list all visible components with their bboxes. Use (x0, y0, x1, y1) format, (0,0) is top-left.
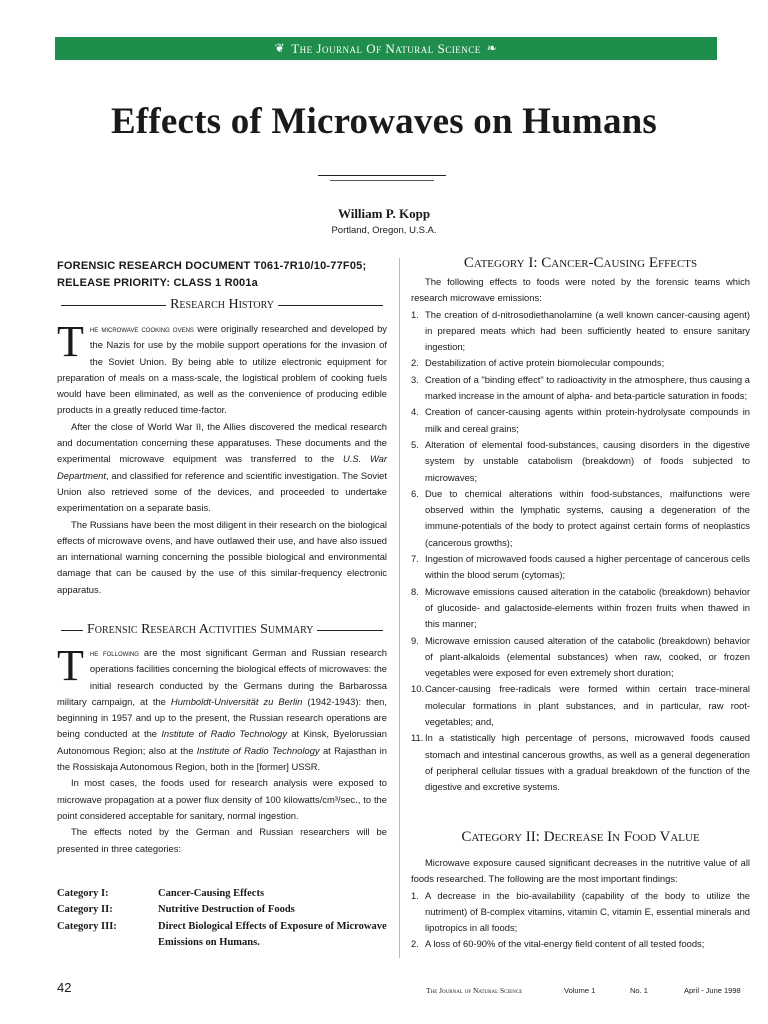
category-1-heading: Category I: Cancer-Causing Effects (463, 255, 698, 271)
paragraph-text: at Kinsk, Byelorussian Autonomous Region; also at the (57, 728, 387, 756)
finding-item (411, 372, 750, 405)
finding-text: Destabilization of active protein biomolecular compounds; (425, 357, 665, 369)
ornament-left-icon: ❦ (274, 41, 286, 55)
paragraph: The following effects to foods were noted by the forensic teams which research microwave emissions: (411, 276, 750, 304)
author-name: William P. Kopp (337, 206, 431, 221)
section-heading-forensic-summary (57, 622, 387, 638)
finding-item (411, 888, 750, 937)
paragraph (57, 419, 387, 517)
finding-number: 1. (411, 889, 419, 901)
finding-item (411, 404, 750, 437)
finding-number: 11. (411, 732, 424, 744)
finding-text: A loss of 60-90% of the vital-energy field content of all tested foods; (425, 938, 705, 950)
findings-list (411, 307, 750, 796)
finding-item (411, 486, 750, 551)
finding-item (411, 307, 750, 356)
category-key: Category III: (57, 920, 117, 932)
category-key: Category II: (57, 904, 113, 916)
finding-item (411, 551, 750, 584)
finding-number: 1. (411, 308, 419, 320)
paragraph: The effects noted by the German and Russian researchers will be presented in three categories: (57, 826, 387, 854)
finding-number: 8. (411, 585, 419, 597)
category-key: Category I: (57, 888, 109, 899)
category-row (57, 902, 388, 918)
ornament-right-icon: ❧ (486, 41, 498, 55)
finding-text: Creation of cancer-causing agents within protein-hydrolysate compounds in milk and cereal grains; (425, 406, 750, 434)
emphasis-text: U.S. War Department (57, 453, 387, 481)
finding-text: Creation of a "binding effect" to radioactivity in the atmosphere, thus causing a marked increase in the amount of alpha- and beta-particle saturation in foods; (425, 373, 750, 402)
finding-item (411, 633, 750, 682)
finding-number: 2. (411, 357, 419, 369)
paragraph-text: After the close of World War II, the Allies discovered the medical research and documentation concerning these apparatuses. These documents and the experimental microwave equipment was transferred to the (57, 420, 387, 465)
paragraph: In most cases, the foods used for research analysis were exposed to microwave propagation at a power flux density of 100 kilowatts/cm³/sec., to the point considered acceptable for sanitary, normal ingestion. (57, 777, 387, 821)
finding-number: 5. (411, 438, 419, 450)
finding-text: Due to chemical alterations within food-substances, malfunctions were observed within the lymphatic systems, causing a degeneration of the immune-potentials of the body to protect against certain forms of neoplastics (cancerous growths); (425, 487, 750, 548)
footer-info (426, 986, 741, 995)
emphasis-text: Humboldt-Universität zu Berlin (170, 695, 303, 707)
paragraph (57, 641, 387, 775)
finding-text: In a statistically high percentage of persons, microwaved foods caused stomach and intestinal cancerous growths, as well as a general degeneration of peripheral cellular tissues with a gradual breakdown of the function of the digestive and excretive systems. (425, 732, 750, 793)
page-number: 42 (57, 980, 72, 995)
category-list (57, 886, 388, 951)
journal-banner (55, 37, 717, 60)
footer-journal: The Journal of Natural Science (426, 986, 523, 995)
heading-rule (61, 630, 83, 631)
lead-in: he following (89, 648, 139, 658)
finding-text: Cancer-causing free-radicals were formed within certain trace-mineral molecular formations in plant substances, and in particular, raw root-vegetables; and, (425, 683, 750, 728)
paragraph: The Russians have been the most diligent in their research on the biological effects of microwave ovens, and have outlawed their use, and have also issued an international warning concerning the possible biological and environmental damage that can be caused by the use of this similar-frequency electronic apparatus. (57, 518, 387, 595)
paragraph-text: were originally researched and developed by the Nazis for use by the mobile support operations for the invasion of the Soviet Union. By being able to utilize electronic equipment for preparation of meals on a mass-scale, the logistical problem of cooking fuels would have been eliminated, as well as the convenience of producing edible products in a greatly reduced time-factor. (57, 323, 387, 416)
paragraph-text: at Rajasthan in the Rossiskaja Autonomous Region, both in the [former] USSR. (57, 744, 387, 773)
lead-in: he microwave cooking ovens (89, 324, 194, 334)
finding-item (411, 730, 750, 795)
finding-number: 4. (411, 406, 419, 418)
finding-number: 9. (411, 634, 419, 646)
category-2-heading: Category II: Decrease In Food Value (461, 829, 700, 845)
footer-date: April - June 1998 (684, 986, 741, 995)
author-location: Portland, Oregon, U.S.A. (331, 225, 437, 236)
paragraph-text: (1942-1943): then, beginning in 1957 and up to the present, the Russian research operations are being conducted at the (57, 695, 387, 740)
heading-rule (61, 305, 166, 306)
findings-list (411, 888, 750, 953)
paragraph-text: , and classified for reference and scientific investigation. The Soviet Union also retrieved some of the devices, and proceeded to undertake experimentation on a separate basis. (57, 469, 387, 514)
category-value: Cancer-Causing Effects (158, 888, 265, 899)
research-history-body (57, 317, 387, 598)
category-1-body (411, 274, 750, 796)
finding-number: 3. (411, 373, 419, 385)
document-heading: FORENSIC RESEARCH DOCUMENT T061-7R10/10-77F05; RELEASE PRIORITY: CLASS 1 R001a (57, 260, 367, 289)
finding-number: 6. (411, 487, 419, 499)
emphasis-text: Institute of Radio Technology (196, 744, 320, 756)
finding-text: Microwave emissions caused alteration in the catabolic (breakdown) behavior of glucoside- and galactoside-elements within frozen fruits when thawed in this manner; (425, 585, 750, 630)
footer-issue: No. 1 (630, 986, 648, 995)
finding-number: 7. (411, 553, 419, 565)
finding-item (411, 355, 750, 371)
heading-rule (278, 305, 383, 306)
finding-number: 2. (411, 938, 419, 950)
section-heading-text: Forensic Research Activities Summary (87, 622, 314, 637)
forensic-summary-body (57, 641, 387, 857)
category-row (57, 919, 388, 952)
finding-text: Alteration of elemental food-substances, causing disorders in the digestive system by unstable catabolism (breakdown) of foods subjected to microwaves; (425, 438, 750, 483)
title-divider-secondary (330, 180, 434, 181)
category-2-body (411, 855, 750, 953)
footer-volume: Volume 1 (564, 986, 596, 995)
category-value: Direct Biological Effects of Exposure of Microwave Emissions on Humans. (158, 920, 387, 948)
category-row (57, 886, 388, 902)
finding-item (411, 936, 750, 952)
finding-text: Microwave emission caused alteration of the catabolic (breakdown) behavior of plant-alkaloids (elemental substances) when raw, cooked, or frozen vegetables were exposed for even extremely short duration; (425, 634, 750, 679)
drop-cap: T (57, 317, 84, 366)
finding-text: A decrease in the bio-availability (capability of the body to utilize the nutriment) of B-complex vitamins, vitamin C, vitamin E, essential minerals and lipotropics in all foods; (425, 889, 750, 934)
paragraph-text: are the most significant German and Russian research operations facilities concerning the biological effects of microwaves: the initial research conducted by the Germans during the Barbarossa military campaign, at the (57, 647, 387, 707)
finding-item (411, 437, 750, 486)
paragraph (57, 317, 387, 419)
article-title: Effects of Microwaves on Humans (110, 101, 658, 142)
section-heading-text: Research History (170, 297, 274, 312)
drop-cap: T (57, 641, 84, 690)
section-heading-research-history (57, 297, 387, 313)
column-divider (399, 258, 400, 958)
journal-name: The Journal Of Natural Science (291, 40, 481, 56)
finding-number: 10. (411, 683, 425, 695)
finding-item (411, 584, 750, 633)
emphasis-text: Institute of Radio Technology (161, 728, 288, 740)
finding-text: The creation of d-nitrosodiethanolamine (a well known cancer-causing agent) in prepared meats which had been sufficiently heated to ensure sanitary ingestion; (425, 308, 750, 353)
paragraph: Microwave exposure caused significant decreases in the nutritive value of all foods researched. The following are the most important findings: (411, 857, 750, 885)
finding-text: Ingestion of microwaved foods caused a higher percentage of cancerous cells within the blood serum (cytomas); (425, 553, 750, 581)
title-divider (318, 175, 446, 176)
category-value: Nutritive Destruction of Foods (158, 904, 295, 916)
finding-item (411, 681, 750, 730)
heading-rule (317, 630, 383, 631)
